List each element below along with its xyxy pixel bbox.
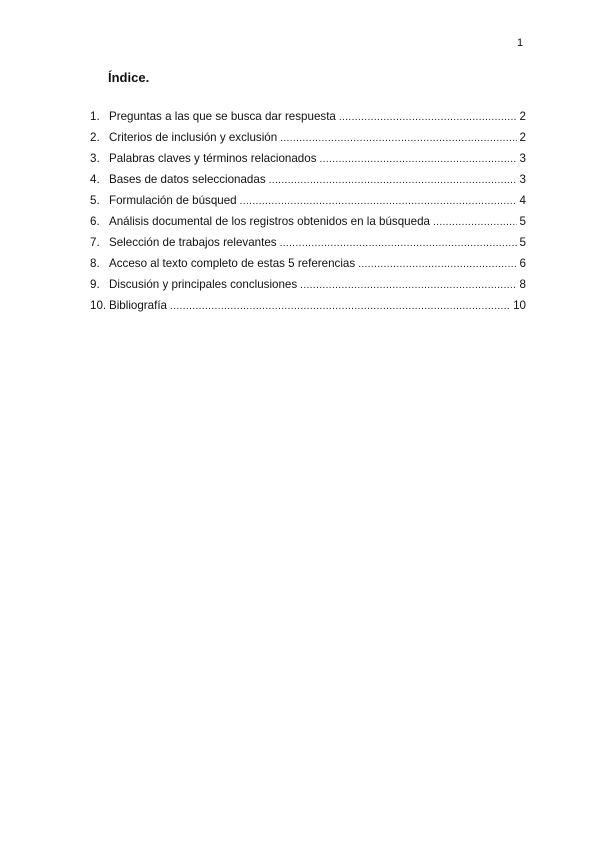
- toc-entry-page: 3: [519, 173, 526, 186]
- toc-entry-label: Criterios de inclusión y exclusión: [109, 131, 278, 144]
- toc-entry-page: 4: [519, 194, 526, 207]
- toc-entry-label: Selección de trabajos relevantes: [109, 236, 277, 249]
- toc-dot-leader: [280, 236, 517, 251]
- toc-entry-page: 8: [519, 278, 526, 291]
- toc-entry-number: 5.: [90, 194, 100, 207]
- toc-entry-page: 6: [519, 257, 526, 270]
- table-of-contents: [90, 109, 526, 319]
- toc-entry-page: 2: [519, 110, 526, 123]
- toc-entry-label: Preguntas a las que se busca dar respuesta: [109, 110, 336, 123]
- toc-entry[interactable]: [90, 109, 526, 130]
- toc-entry[interactable]: [90, 172, 526, 193]
- toc-entry-label: Formulación de búsqued: [109, 194, 237, 207]
- toc-dot-leader: [320, 152, 517, 167]
- toc-entry[interactable]: [90, 193, 526, 214]
- toc-dot-leader: [339, 110, 517, 125]
- toc-entry-label: Palabras claves y términos relacionados: [109, 152, 317, 165]
- toc-entry-number: 8.: [90, 257, 100, 270]
- toc-dot-leader: [170, 299, 510, 314]
- toc-dot-leader: [269, 173, 517, 188]
- toc-entry-page: 3: [519, 152, 526, 165]
- toc-entry[interactable]: [90, 256, 526, 277]
- toc-dot-leader: [300, 278, 516, 293]
- toc-entry[interactable]: [90, 214, 526, 235]
- toc-entry-label: Acceso al texto completo de estas 5 referencias: [109, 257, 356, 270]
- toc-entry[interactable]: [90, 235, 526, 256]
- toc-entry[interactable]: [90, 298, 526, 319]
- toc-entry-number: 2.: [90, 131, 100, 144]
- toc-dot-leader: [240, 194, 517, 209]
- toc-entry-number: 3.: [90, 152, 100, 165]
- toc-entry-label: Análisis documental de los registros obtenidos en la búsqueda: [109, 215, 430, 228]
- toc-entry-number: 4.: [90, 173, 100, 186]
- page-number: 1: [517, 37, 524, 49]
- toc-entry-label: Bases de datos seleccionadas: [109, 173, 266, 186]
- toc-entry-number: 9.: [90, 278, 100, 291]
- toc-entry-page: 10: [513, 299, 526, 312]
- toc-dot-leader: [358, 257, 516, 272]
- toc-dot-leader: [433, 215, 517, 230]
- toc-entry-label: Discusión y principales conclusiones: [109, 278, 298, 291]
- toc-entry[interactable]: [90, 151, 526, 172]
- toc-entry-number: 7.: [90, 236, 100, 249]
- toc-entry-page: 5: [519, 236, 526, 249]
- toc-entry[interactable]: [90, 277, 526, 298]
- toc-entry-page: 2: [519, 131, 526, 144]
- toc-entry-number: 6.: [90, 215, 100, 228]
- toc-entry-number: 10.: [90, 299, 107, 312]
- toc-dot-leader: [280, 131, 516, 146]
- toc-title: Índice.: [108, 70, 150, 85]
- toc-entry-number: 1.: [90, 110, 100, 123]
- toc-entry-label: Bibliografía: [109, 299, 168, 312]
- toc-entry[interactable]: [90, 130, 526, 151]
- toc-entry-page: 5: [519, 215, 526, 228]
